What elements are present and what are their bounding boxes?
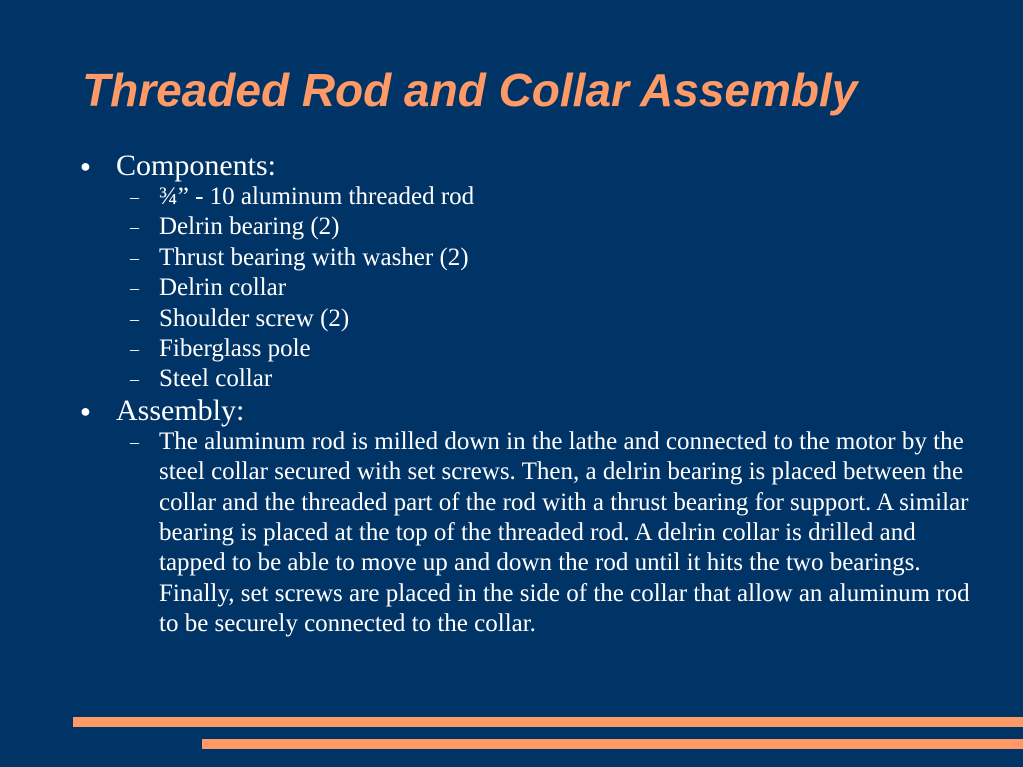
accent-bar-bottom — [202, 739, 1023, 749]
bullet-icon: ● — [80, 400, 91, 421]
list-item-text: Shoulder screw (2) — [159, 304, 350, 332]
section-heading: Assembly: — [116, 393, 245, 427]
bullet-icon: ● — [80, 156, 91, 176]
list-item — [80, 182, 980, 212]
list-item-text: Fiberglass pole — [159, 335, 311, 363]
dash-icon: – — [130, 431, 139, 452]
accent-bar-top — [73, 717, 1023, 727]
dash-icon: – — [130, 278, 139, 299]
bullet-list — [80, 150, 980, 640]
dash-icon: – — [130, 217, 139, 238]
dash-icon: – — [130, 187, 139, 207]
section-assembly — [80, 395, 980, 640]
list-item-text: ¾” - 10 aluminum threaded rod — [159, 183, 475, 210]
section-components — [80, 150, 980, 395]
dash-icon: – — [130, 369, 139, 390]
sub-list — [80, 182, 980, 395]
slide-title: Threaded Rod and Collar Assembly — [82, 64, 858, 116]
list-item-text: Steel collar — [159, 365, 273, 393]
list-item — [80, 243, 980, 273]
list-item-text: The aluminum rod is milled down in the lathe and connected to the motor by the steel collar secured with set screws. Then, a delrin bearing is placed between the collar and the threaded part of the rod with a thrust bearing for support. A similar bearing is placed at the top of the threaded rod. A delrin collar is drilled and tapped to be able to move up and down the rod until it hits the two bearings. Finally, set screws are placed in the side of the collar that allow an aluminum rod to be securely connected to the collar. — [159, 427, 970, 638]
dash-icon: – — [130, 247, 139, 268]
list-item-text: Delrin collar — [159, 274, 287, 302]
slide-body — [80, 150, 980, 640]
list-item — [80, 273, 980, 303]
list-item-text: Delrin bearing (2) — [159, 213, 340, 241]
list-item-text: Thrust bearing with washer (2) — [159, 243, 469, 271]
list-item — [80, 304, 980, 334]
list-item — [80, 427, 980, 640]
list-item — [80, 334, 980, 364]
list-item — [80, 212, 980, 242]
list-item — [80, 364, 980, 394]
dash-icon: – — [130, 308, 139, 329]
section-heading: Components: — [116, 149, 277, 182]
dash-icon: – — [130, 339, 139, 360]
sub-list — [80, 427, 980, 640]
